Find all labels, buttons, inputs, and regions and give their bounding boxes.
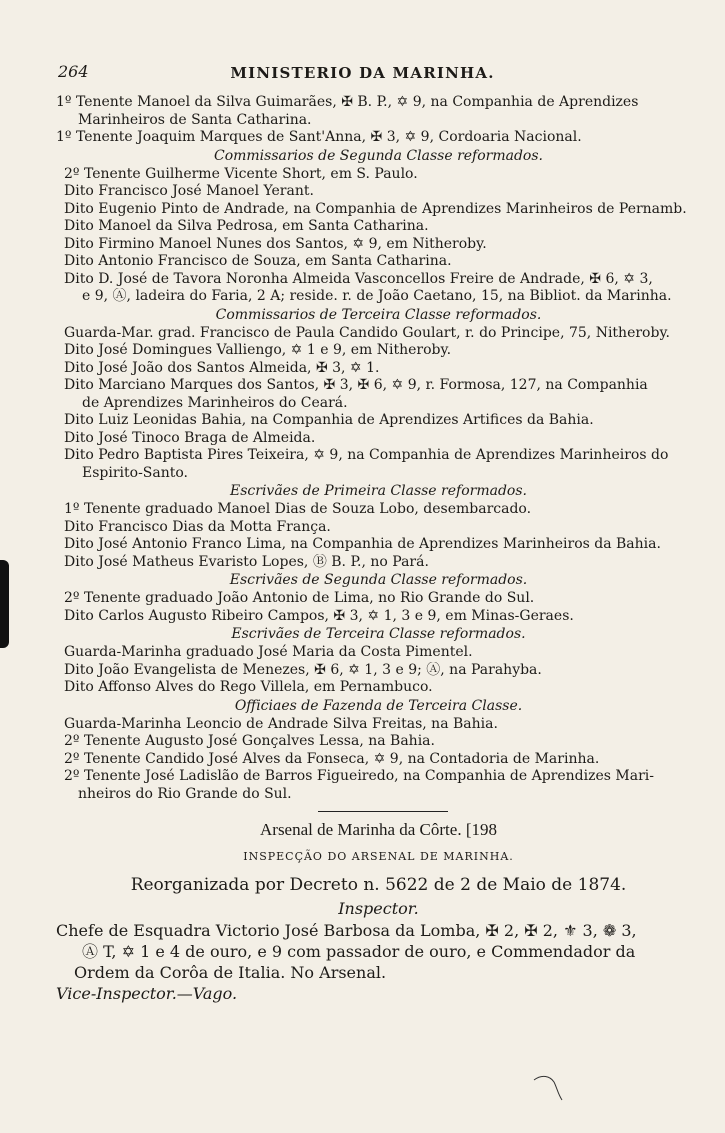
entry-line: Marinheiros de Santa Catharina. [78, 111, 312, 128]
entry-line: Chefe de Esquadra Victorio José Barbosa da Lomba, ✠ 2, ✠ 2, ⚜ 3, ❁ 3, [56, 921, 637, 940]
pen-stroke-mark [532, 1072, 566, 1102]
binding-edge-mark [0, 560, 9, 648]
entry-line: 2º Tenente graduado João Antonio de Lima, no Rio Grande do Sul. [64, 590, 535, 606]
inspector-entries [56, 920, 701, 1004]
entry-line: Guarda-Marinha graduado José Maria da Costa Pimentel. [64, 644, 473, 660]
entry-line: Espirito-Santo. [82, 464, 189, 481]
section-heading: Escrivães de Terceira Classe reformados. [231, 626, 526, 642]
page-header [0, 62, 725, 84]
page-number: 264 [58, 62, 89, 81]
entry-line: Vice-Inspector.—Vago. [56, 984, 238, 1003]
entry-line: Dito Firmino Manoel Nunes dos Santos, ✡ 9, em Nitheroby. [64, 235, 487, 252]
entry-line: Ordem da Corôa de Italia. No Arsenal. [74, 963, 387, 982]
entry-line: Dito José Domingues Valliengo, ✡ 1 e 9, em Nitheroby. [64, 342, 452, 358]
section-heading: Commissarios de Terceira Classe reformados. [215, 306, 542, 323]
section-heading: Officiaes de Fazenda de Terceira Classe. [234, 697, 523, 714]
entry-line: 2º Tenente Candido José Alves da Fonseca, ✡ 9, na Contadoria de Marinha. [64, 750, 600, 767]
entry-line: Guarda-Marinha Leoncio de Andrade Silva Freitas, na Bahia. [64, 715, 498, 732]
inspector-heading: Inspector. [338, 899, 419, 918]
entry-line: Dito José João dos Santos Almeida, ✠ 3, ✡ 1. [64, 359, 380, 376]
entry-line: Dito José Matheus Evaristo Lopes, Ⓑ B. P., no Pará. [64, 553, 429, 570]
entry-line: 2º Tenente Augusto José Gonçalves Lessa, na Bahia. [64, 733, 435, 749]
entry-line: Dito Luiz Leonidas Bahia, na Companhia de Aprendizes Artifices da Bahia. [64, 412, 594, 428]
entry-line: 1º Tenente Joaquim Marques de Sant'Anna, ✠ 3, ✡ 9, Cordoaria Nacional. [56, 129, 582, 145]
section-heading: Escrivães de Segunda Classe reformados. [229, 572, 528, 588]
entry-line: Dito Francisco José Manoel Yerant. [64, 183, 314, 199]
entry-line: de Aprendizes Marinheiros do Ceará. [82, 394, 348, 411]
entry-line: Dito Manoel da Silva Pedrosa, em Santa Catharina. [64, 218, 429, 234]
entry-line: Dito João Evangelista de Menezes, ✠ 6, ✡ 1, 3 e 9; Ⓐ, na Parahyba. [64, 661, 542, 678]
entry-line: Dito D. José de Tavora Noronha Almeida Vasconcellos Freire de Andrade, ✠ 6, ✡ 3, [64, 270, 653, 287]
section-heading: Escrivães de Primeira Classe reformados. [230, 483, 527, 499]
entry-line: 2º Tenente José Ladislão de Barros Figueiredo, na Companhia de Aprendizes Mari- [64, 768, 654, 784]
inspection-heading: INSPECÇÃO DO ARSENAL DE MARINHA. [243, 850, 514, 863]
entry-line: 1º Tenente Manoel da Silva Guimarães, ✠ B. P., ✡ 9, na Companhia de Aprendizes [56, 94, 639, 110]
entry-line: 1º Tenente graduado Manoel Dias de Souza Lobo, desembarcado. [64, 501, 532, 517]
entry-line: Dito José Antonio Franco Lima, na Companhia de Aprendizes Marinheiros da Bahia. [64, 536, 661, 552]
running-title: MINISTERIO DA MARINHA. [230, 64, 495, 82]
entry-line: nheiros do Rio Grande do Sul. [78, 785, 292, 802]
roster-list [56, 94, 701, 803]
entry-line: Dito Pedro Baptista Pires Teixeira, ✡ 9, na Companhia de Aprendizes Marinheiros do [64, 447, 669, 463]
entry-line: Dito Antonio Francisco de Souza, em Santa Catharina. [64, 253, 452, 269]
entry-line: Dito Francisco Dias da Motta França. [64, 518, 331, 535]
entry-line: Dito Marciano Marques dos Santos, ✠ 3, ✠ 6, ✡ 9, r. Formosa, 127, na Companhia [64, 377, 648, 393]
decree-line: Reorganizada por Decreto n. 5622 de 2 de Maio de 1874. [130, 875, 627, 895]
section-divider [318, 811, 448, 812]
entry-line: Dito Affonso Alves do Rego Villela, em Pernambuco. [64, 679, 433, 695]
entry-line: Dito Eugenio Pinto de Andrade, na Companhia de Aprendizes Marinheiros de Pernamb. [64, 200, 687, 217]
entry-line: 2º Tenente Guilherme Vicente Short, em S. Paulo. [64, 165, 418, 182]
entry-line: Guarda-Mar. grad. Francisco de Paula Candido Goulart, r. do Principe, 75, Nitheroby. [64, 324, 670, 341]
entry-line: Dito Carlos Augusto Ribeiro Campos, ✠ 3, ✡ 1, 3 e 9, em Minas-Geraes. [64, 607, 574, 624]
document-body [56, 94, 701, 1004]
entry-line: Ⓐ T, ✡ 1 e 4 de ouro, e 9 com passador de ouro, e Commendador da [82, 942, 636, 961]
arsenal-heading: Arsenal de Marinha da Côrte. [198 [260, 820, 497, 839]
entry-line: e 9, Ⓐ, ladeira do Faria, 2 A; reside. r. de João Caetano, 15, na Bibliot. da Marinha. [82, 288, 672, 304]
entry-line: Dito José Tinoco Braga de Almeida. [64, 429, 316, 446]
section-heading: Commissarios de Segunda Classe reformados. [213, 147, 543, 164]
